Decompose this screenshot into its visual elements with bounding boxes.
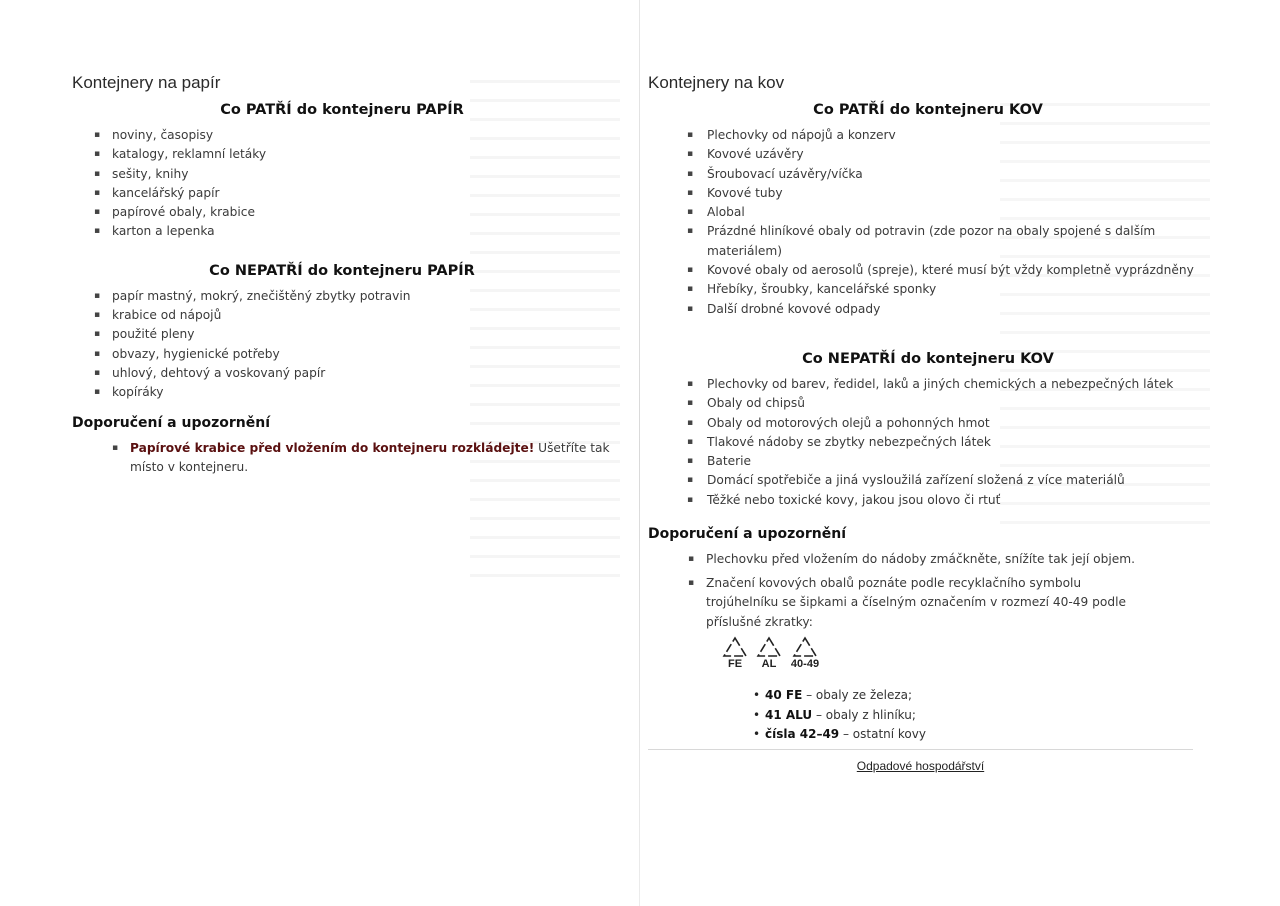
list-item: ▪ kancelářský papír	[112, 184, 612, 203]
recycle-label: 40-49	[790, 658, 820, 671]
paper-advice-list	[72, 439, 610, 478]
footer-link[interactable]: Odpadové hospodářství	[856, 758, 985, 773]
list-item: ▪ Plechovku před vložením do nádoby zmáčkněte, snížíte tak její objem.	[706, 550, 1151, 570]
footer-divider	[648, 749, 1193, 750]
advice-text: Ušetříte tak místo v kontejneru.	[130, 440, 610, 475]
paper-yes-list	[72, 126, 612, 242]
paper-advice-heading: Doporučení a upozornění	[72, 414, 271, 431]
list-item: ▪ sešity, knihy	[112, 165, 612, 184]
recycle-triangle-icon	[756, 636, 782, 658]
list-item: ▪ Domácí spotřebiče a jiná vysloužilá zařízení složená z více materiálů	[705, 471, 1205, 490]
paper-no-heading: Co NEPATŘÍ do kontejneru PAPÍR	[209, 262, 475, 279]
list-item: ▪ Značení kovových obalů poznáte podle recyklačního symbolu trojúhelníku se šipkami a číselným označením v rozmezí 40-49 podle příslušné zkratky:	[706, 574, 1151, 633]
recycle-triangle-icon	[722, 636, 748, 658]
list-item: ▪ Šroubovací uzávěry/víčka	[705, 165, 1205, 184]
list-item: ▪ Obaly od chipsů	[705, 394, 1205, 413]
list-item: ▪ uhlový, dehtový a voskovaný papír	[112, 364, 612, 383]
metal-yes-heading: Co PATŘÍ do kontejneru KOV	[813, 102, 1043, 118]
metal-advice-list	[648, 550, 1151, 632]
metal-yes-list	[648, 126, 1205, 319]
list-item: ▪ Prázdné hliníkové obaly od potravin (zde pozor na obaly spojené s dalším materiálem)	[705, 222, 1205, 261]
list-item: ▪ Obaly od motorových olejů a pohonných hmot	[705, 414, 1205, 433]
list-item: ▪ použité pleny	[112, 325, 612, 344]
code-label: čísla 42–49	[765, 727, 840, 742]
metal-codes-list	[648, 686, 1208, 745]
list-item: ▪ Plechovky od barev, ředidel, laků a jiných chemických a nebezpečných látek	[705, 375, 1205, 394]
list-item: ▪ noviny, časopisy	[112, 126, 612, 145]
list-item: ▪ krabice od nápojů	[112, 306, 612, 325]
metal-no-heading: Co NEPATŘÍ do kontejneru KOV	[802, 350, 1054, 367]
recycle-symbol-range	[788, 636, 822, 680]
recycle-symbol-al	[754, 636, 784, 680]
metal-advice-heading: Doporučení a upozornění	[648, 526, 847, 543]
list-item	[765, 686, 1208, 706]
metal-title: Kontejnery na kov	[648, 73, 785, 92]
list-item	[130, 439, 610, 478]
recycle-label: FE	[727, 658, 743, 671]
page-spine	[639, 0, 640, 906]
code-desc: – obaly ze železa;	[802, 688, 913, 703]
list-item	[765, 706, 1208, 726]
list-item: ▪ Kovové uzávěry	[705, 145, 1205, 164]
list-item: ▪ Plechovky od nápojů a konzerv	[705, 126, 1205, 145]
list-item: ▪ papír mastný, mokrý, znečištěný zbytky potravin	[112, 287, 612, 306]
recycle-symbols	[648, 636, 1208, 680]
code-desc: – ostatní kovy	[839, 727, 926, 742]
code-label: 40 FE	[765, 688, 803, 703]
list-item: ▪ Kovové tuby	[705, 184, 1205, 203]
list-item: ▪ karton a lepenka	[112, 222, 612, 241]
advice-strong-text: Papírové krabice před vložením do kontejneru rozkládejte!	[130, 440, 535, 455]
paper-no-list	[72, 287, 612, 403]
code-desc: – obaly z hliníku;	[812, 707, 916, 722]
list-item: ▪ Baterie	[705, 452, 1205, 471]
list-item: ▪ papírové obaly, krabice	[112, 203, 612, 222]
paper-section	[72, 72, 612, 482]
list-item: ▪ Další drobné kovové odpady	[705, 300, 1205, 319]
paper-yes-heading: Co PATŘÍ do kontejneru PAPÍR	[220, 102, 464, 118]
recycle-symbol-fe	[720, 636, 750, 680]
list-item: ▪ Tlakové nádoby se zbytky nebezpečných látek	[705, 433, 1205, 452]
list-item: ▪ Alobal	[705, 203, 1205, 222]
recycle-triangle-icon	[792, 636, 818, 658]
metal-no-list	[648, 375, 1205, 510]
list-item: ▪ Hřebíky, šroubky, kancelářské sponky	[705, 280, 1205, 299]
recycle-label: AL	[761, 658, 777, 671]
list-item: ▪ katalogy, reklamní letáky	[112, 145, 612, 164]
list-item: ▪ kopíráky	[112, 383, 612, 402]
code-label: 41 ALU	[765, 707, 813, 722]
paper-title: Kontejnery na papír	[72, 73, 221, 92]
list-item: ▪ Těžké nebo toxické kovy, jakou jsou olovo či rtuť	[705, 491, 1205, 510]
list-item: ▪ Kovové obaly od aerosolů (spreje), které musí být vždy kompletně vyprázdněny	[705, 261, 1205, 280]
list-item	[765, 725, 1208, 745]
list-item: ▪ obvazy, hygienické potřeby	[112, 345, 612, 364]
metal-section	[648, 72, 1208, 773]
